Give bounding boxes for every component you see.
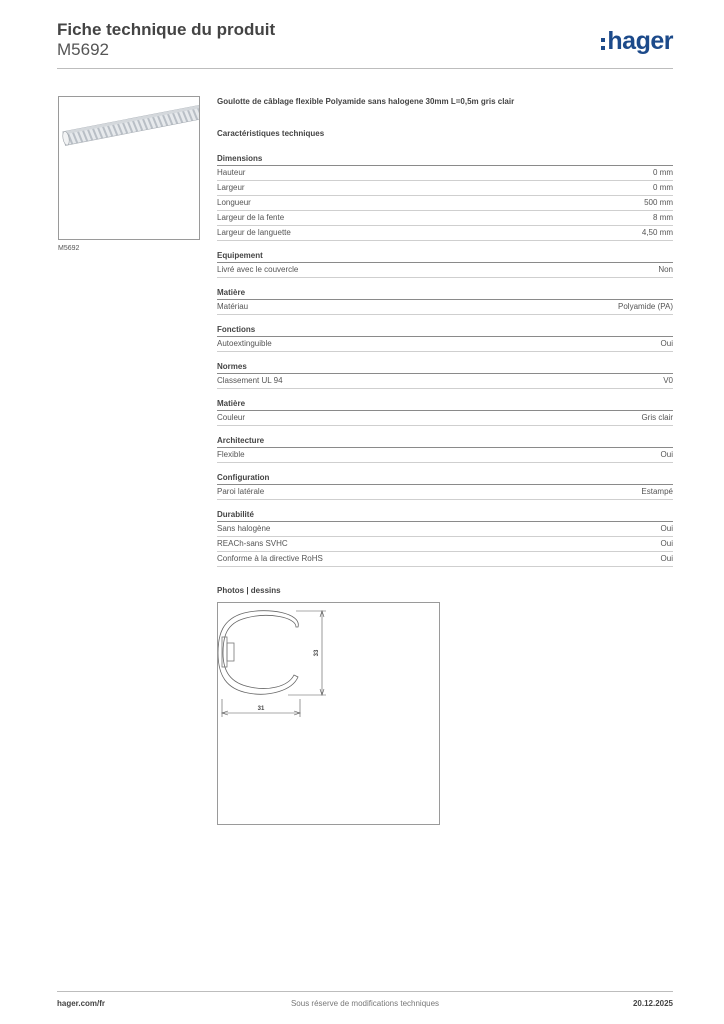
- spec-value: Gris clair: [641, 413, 673, 422]
- spec-value: Oui: [660, 554, 673, 563]
- spec-row: [217, 485, 673, 500]
- spec-row: [217, 263, 673, 278]
- spec-row: [217, 226, 673, 241]
- spec-label: Largeur de languette: [217, 228, 291, 237]
- spec-group: [217, 324, 673, 352]
- duct-section-drawing-icon: [218, 603, 439, 824]
- footer-date: 20.12.2025: [632, 999, 673, 1008]
- spec-value: 8 mm: [653, 213, 673, 222]
- page-title: Fiche technique du produit: [57, 20, 276, 39]
- spec-value: 4,50 mm: [641, 228, 673, 237]
- spec-label: Livré avec le couvercle: [217, 265, 299, 274]
- spec-row: [217, 166, 673, 181]
- product-reference: M5692: [57, 40, 109, 59]
- thumbnail-caption: M5692: [58, 245, 80, 252]
- spec-group-title: Matière: [217, 398, 673, 411]
- technical-drawing: [217, 602, 440, 825]
- spec-group-title: Normes: [217, 361, 673, 374]
- footer-website-link[interactable]: hager.com/fr: [57, 999, 106, 1008]
- spec-value: Oui: [660, 450, 673, 459]
- spec-label: Conforme à la directive RoHS: [217, 554, 323, 563]
- spec-label: Largeur de la fente: [217, 213, 285, 222]
- spec-row: [217, 181, 673, 196]
- spec-value: 500 mm: [644, 198, 673, 207]
- spec-label: Paroi latérale: [217, 487, 265, 496]
- spec-label: REACh-sans SVHC: [217, 539, 288, 548]
- spec-label: Largeur: [217, 183, 245, 192]
- spec-label: Couleur: [217, 413, 246, 422]
- logo-dots-icon: [601, 38, 605, 50]
- cable-duct-image-icon: [59, 97, 199, 239]
- spec-group-title: Durabilité: [217, 509, 673, 522]
- spec-row: [217, 537, 673, 552]
- spec-group: [217, 250, 673, 278]
- spec-group: [217, 287, 673, 315]
- spec-value: Oui: [660, 339, 673, 348]
- hager-logo: [601, 26, 673, 56]
- spec-row: [217, 448, 673, 463]
- spec-value: V0: [663, 376, 673, 385]
- product-description: Goulotte de câblage flexible Polyamide sans halogene 30mm L=0,5m gris clair: [217, 97, 515, 106]
- spec-value: 0 mm: [653, 168, 673, 177]
- spec-row: [217, 300, 673, 315]
- spec-group: [217, 398, 673, 426]
- spec-group: [217, 509, 673, 567]
- footer-notice: Sous réserve de modifications techniques: [290, 999, 440, 1008]
- product-content: [217, 96, 673, 825]
- spec-group-title: Matière: [217, 287, 673, 300]
- spec-row: [217, 337, 673, 352]
- spec-value: Polyamide (PA): [618, 302, 673, 311]
- spec-group: [217, 435, 673, 463]
- spec-group: [217, 153, 673, 241]
- spec-group-title: Fonctions: [217, 324, 673, 337]
- spec-group: [217, 472, 673, 500]
- logo-text: hager: [607, 27, 673, 55]
- spec-value: Estampé: [641, 487, 673, 496]
- product-thumbnail: [58, 96, 200, 240]
- spec-value: Non: [658, 265, 673, 274]
- spec-row: [217, 374, 673, 389]
- spec-label: Autoextinguible: [217, 339, 272, 348]
- spec-group-title: Dimensions: [217, 153, 673, 166]
- spec-value: Oui: [660, 524, 673, 533]
- spec-row: [217, 552, 673, 567]
- spec-label: Longueur: [217, 198, 251, 207]
- specs-groups: [217, 153, 673, 567]
- spec-value: 0 mm: [653, 183, 673, 192]
- spec-group-title: Equipement: [217, 250, 673, 263]
- spec-value: Oui: [660, 539, 673, 548]
- spec-row: [217, 211, 673, 226]
- page-footer: [57, 991, 673, 1016]
- specs-heading: Caractéristiques techniques: [217, 129, 325, 138]
- dimension-height-label: 33: [314, 649, 320, 657]
- spec-label: Matériau: [217, 302, 249, 311]
- spec-row: [217, 411, 673, 426]
- spec-group: [217, 361, 673, 389]
- spec-row: [217, 522, 673, 537]
- photos-heading: Photos | dessins: [217, 586, 281, 595]
- dimension-width-label: 31: [257, 706, 265, 712]
- page-header: [57, 20, 673, 69]
- spec-label: Flexible: [217, 450, 245, 459]
- spec-label: Hauteur: [217, 168, 246, 177]
- spec-label: Sans halogène: [217, 524, 271, 533]
- spec-group-title: Architecture: [217, 435, 673, 448]
- spec-group-title: Configuration: [217, 472, 673, 485]
- spec-label: Classement UL 94: [217, 376, 283, 385]
- spec-row: [217, 196, 673, 211]
